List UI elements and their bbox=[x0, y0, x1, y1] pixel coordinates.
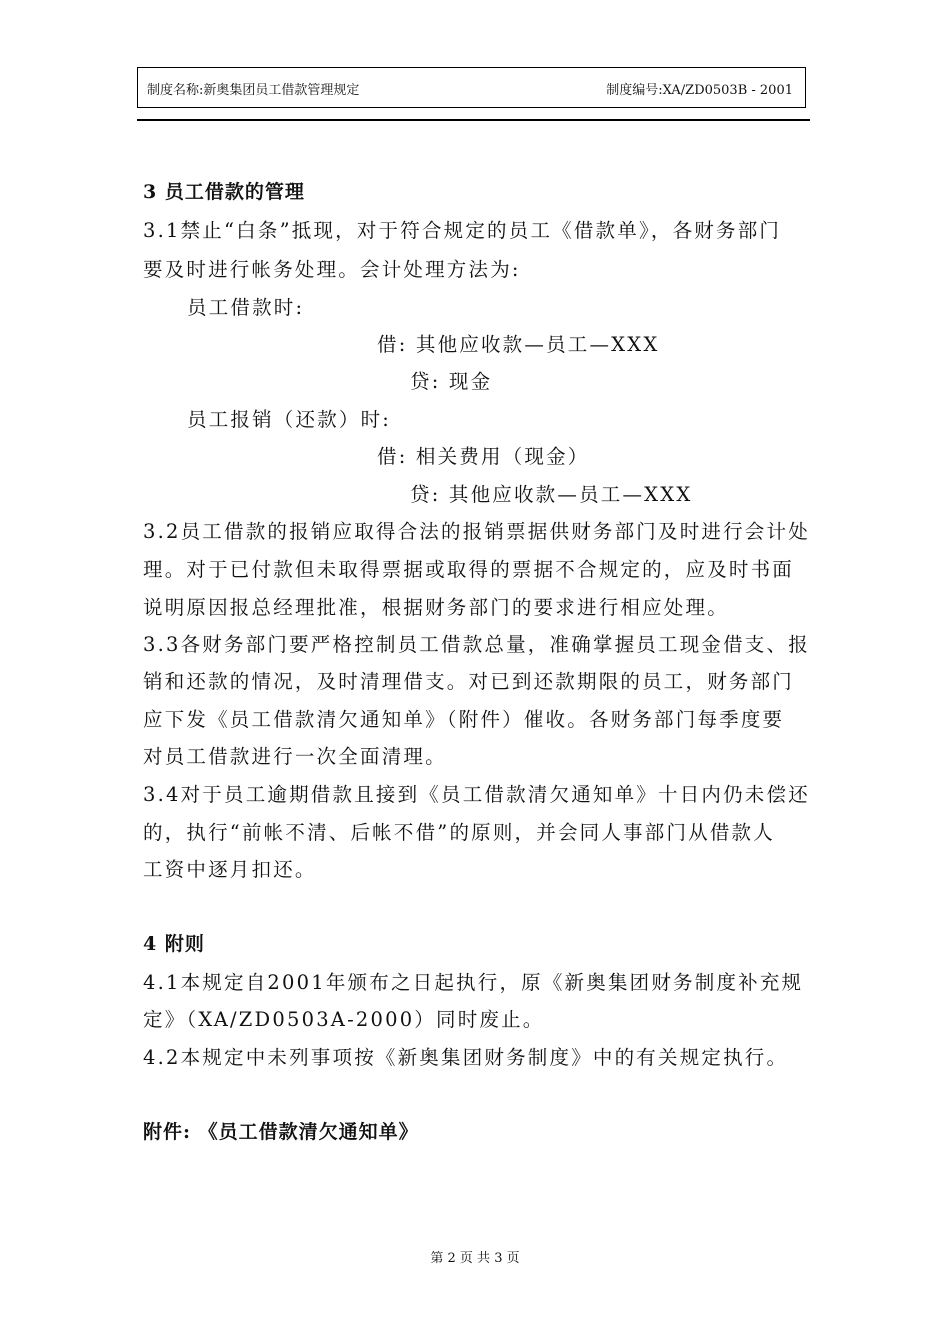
paragraph-line: 销和还款的情况，及时清理借支。对已到还款期限的员工，财务部门 bbox=[143, 670, 795, 693]
paragraph-line: 说明原因报总经理批准，根据财务部门的要求进行相应处理。 bbox=[143, 596, 729, 619]
entry-label-borrow: 员工借款时: bbox=[187, 296, 305, 319]
header-divider bbox=[137, 119, 810, 121]
regulation-title: 制度名称:新奥集团员工借款管理规定 bbox=[147, 83, 360, 98]
paragraph-line: 应下发《员工借款清欠通知单》（附件）催收。各财务部门每季度要 bbox=[143, 708, 785, 731]
entry-label-repay: 员工报销（还款）时: bbox=[187, 408, 392, 431]
paragraph-line: 理。对于已付款但未取得票据或取得的票据不合规定的，应及时书面 bbox=[143, 558, 795, 581]
paragraph-line: 3.3各财务部门要严格控制员工借款总量，准确掌握员工现金借支、报 bbox=[143, 633, 810, 656]
credit-entry: 贷: 现金 bbox=[410, 370, 493, 393]
page-number: 第 2 页 共 3 页 bbox=[430, 1251, 520, 1266]
paragraph-line: 的，执行“前帐不清、后帐不借”的原则，并会同人事部门从借款人 bbox=[143, 821, 775, 844]
attachment-heading: 附件: 《员工借款清欠通知单》 bbox=[143, 1121, 419, 1143]
paragraph-line: 工资中逐月扣还。 bbox=[143, 858, 317, 881]
paragraph-line: 3.2员工借款的报销应取得合法的报销票据供财务部门及时进行会计处 bbox=[143, 520, 810, 543]
debit-entry: 借: 相关费用（现金） bbox=[377, 445, 590, 468]
paragraph-line: 4.1本规定自2001年颁布之日起执行，原《新奥集团财务制度补充规 bbox=[143, 971, 804, 994]
document-header bbox=[137, 67, 806, 108]
debit-entry: 借: 其他应收款—员工—XXX bbox=[377, 333, 660, 356]
paragraph-line: 定》（XA/ZD0503A-2000）同时废止。 bbox=[143, 1008, 545, 1031]
paragraph-line: 要及时进行帐务处理。会计处理方法为: bbox=[143, 258, 521, 281]
regulation-code: 制度编号:XA/ZD0503B - 2001 bbox=[606, 83, 793, 98]
section-4-heading: 4 附则 bbox=[143, 933, 205, 955]
paragraph-line: 对员工借款进行一次全面清理。 bbox=[143, 745, 447, 768]
paragraph-line: 4.2本规定中未列事项按《新奥集团财务制度》中的有关规定执行。 bbox=[143, 1046, 789, 1069]
paragraph-line: 3.1禁止“白条”抵现，对于符合规定的员工《借款单》，各财务部门 bbox=[143, 219, 782, 242]
paragraph-line: 3.4对于员工逾期借款且接到《员工借款清欠通知单》十日内仍未偿还 bbox=[143, 783, 810, 806]
credit-entry: 贷: 其他应收款—员工—XXX bbox=[410, 483, 693, 506]
section-3-heading: 3 员工借款的管理 bbox=[143, 181, 305, 203]
